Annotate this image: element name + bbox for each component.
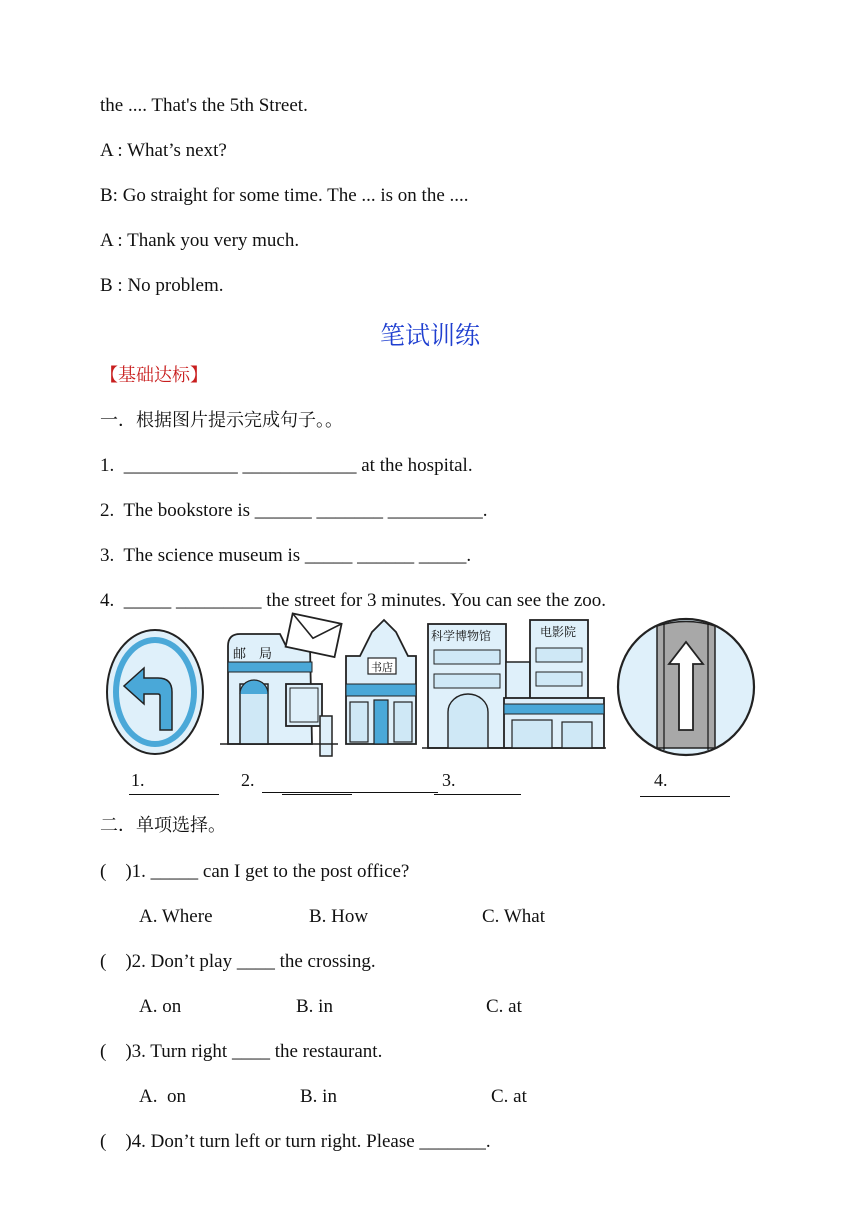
svg-text:邮 局: 邮 局 (233, 647, 273, 662)
question-2: ( )2. Don’t play ____ the crossing. (100, 951, 376, 972)
svg-text:科学博物馆: 科学博物馆 (431, 629, 492, 643)
pic-label-3: 3. (442, 770, 456, 790)
museum-cinema-icon (422, 620, 606, 748)
svg-text:电影院: 电影院 (540, 625, 577, 639)
part1-item-3: 3. The science museum is _____ ______ _____. (100, 545, 472, 566)
q1-option-c: C. What (482, 906, 545, 927)
bookstore-icon (346, 620, 416, 744)
svg-text:书店: 书店 (371, 661, 393, 674)
q2-option-b: B. in (296, 996, 333, 1017)
part1-item-1: 1. ____________ ____________ at the hospital. (100, 455, 473, 476)
dialogue-line-4: A : Thank you very much. (100, 230, 300, 251)
q4-stem: ( )4. Don’t turn left or turn right. Please (100, 1131, 420, 1152)
question-3: ( )3. Turn right ____ the restaurant. (100, 1041, 383, 1062)
q3-option-c: C. at (491, 1086, 527, 1107)
page-title: 笔试训练 (379, 321, 480, 350)
section-heading: 【基础达标】 (100, 365, 208, 386)
question-1: ( )1. _____ can I get to the post office? (100, 861, 410, 882)
q1-option-a: A. Where (139, 906, 213, 927)
go-straight-road-icon (618, 619, 754, 755)
q2-option-c: C. at (486, 996, 522, 1017)
q3-option-b: B. in (300, 1086, 337, 1107)
pic-label-1: 1. (131, 770, 145, 790)
dialogue-line-5: B : No problem. (100, 275, 224, 296)
part1-item-4: 4. _____ _________ the street for 3 minutes. You can see the zoo. (100, 590, 607, 611)
q3-option-a: A. on (139, 1086, 186, 1107)
answer-line-2b (282, 794, 352, 795)
answer-line-2 (262, 792, 438, 793)
answer-line-3 (434, 794, 521, 795)
part1-item-2: 2. The bookstore is ______ _______ __________. (100, 500, 488, 521)
q2-option-a: A. on (139, 996, 182, 1017)
post-office-icon (220, 613, 342, 756)
pic-label-2: 2. (241, 770, 255, 790)
part1-heading: 一．根据图片提示完成句子。。 (100, 410, 343, 431)
pic-label-4: 4. (654, 770, 668, 790)
dialogue-line-1: the .... That's the 5th Street. (100, 95, 308, 116)
dialogue-line-3: B: Go straight for some time. The ... is on the .... (100, 185, 469, 206)
picture-row (100, 612, 760, 762)
turn-left-sign-icon (107, 630, 203, 754)
q4-blank: _______. (419, 1131, 491, 1152)
answer-line-1 (129, 794, 219, 795)
dialogue-line-2: A : What’s next? (100, 140, 227, 161)
question-4 (100, 1130, 491, 1154)
q1-option-b: B. How (309, 906, 369, 927)
answer-line-4 (640, 796, 730, 797)
part2-heading: 二．单项选择。 (100, 815, 226, 836)
